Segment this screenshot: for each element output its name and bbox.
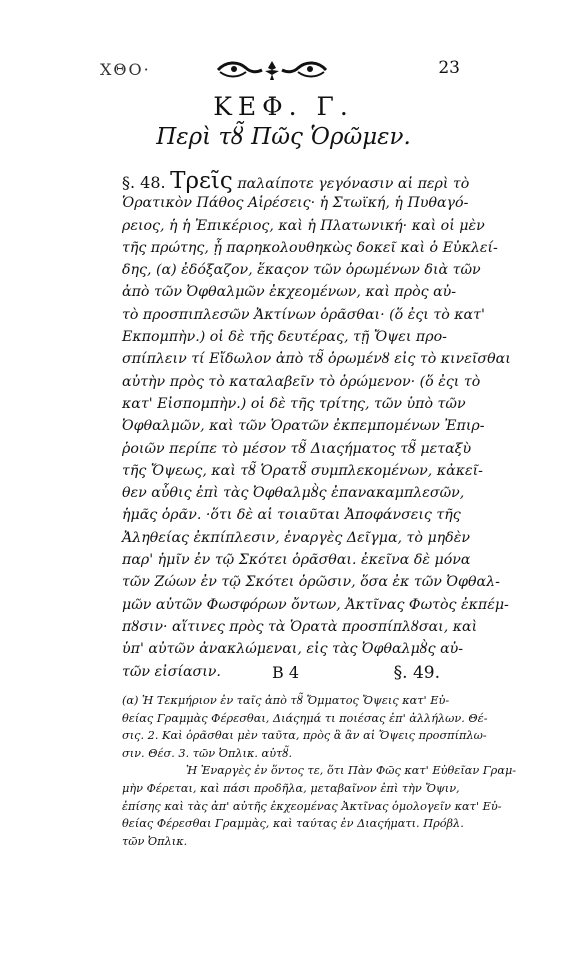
body-line: δης, (α) ἐδόξαζον, ἕκαςον τῶν ὁρωμένων διὰ τῶν [122,262,481,279]
body-line: Εκπομπὴν.) οἱ δὲ τῆς δευτέρας, τῇ Ὄψει προ- [122,329,447,346]
footnote-line: μὴν Φέρεται, καὶ πάσι προδῆλα, μεταβαῖνον ἐπὶ τὴν Ὄψιν, [122,781,460,795]
body-line: Ὁρατικὸν Πάθος Αἱρέσεις· ἡ Στωϊκή, ἡ Πυθαγό- [122,195,469,212]
footnote-line: σις. 2. Καὶ ὁρᾶσθαι μὲν ταῦτα, πρὸς ἃ ἂν αἱ Ὄψεις προσπίπλω- [122,729,487,743]
ornament-icon [212,58,332,82]
footnote-line: τῶν Ὀπλικ. [122,834,188,848]
footnote-line: σιν. Θέσ. 3. τῶν Ὀπλικ. αὐτȣ̃. [122,746,293,760]
running-head [100,58,500,84]
body-line: σπίπλειν τί Εἴδωλον ἀπὸ τȣ̃ ὁρωμένȣ εἰς τὸ κινεῖσθαι [122,351,511,368]
body-line: τῶν εἰσίασιν. [122,663,221,680]
body-line: κατ' Εἰσπομπὴν.) οἱ δὲ τῆς τρίτης, τῶν ὑπὸ τῶν [122,395,466,412]
footnotes [122,692,517,850]
running-head-left-text: ΧΘΟ· [100,60,151,79]
footnote-line: ἐπίσης καὶ τὰς ἀπ' αὐτῆς ἐκχεομένας Ἀκτῖνας ὁμολογεῖν κατ' Εὐ- [122,799,502,813]
body-line: αὐτὴν πρὸς τὸ καταλαβεῖν τὸ ὁρώμενον· (ὅ ἐςι τὸ [122,373,481,390]
body-line: ρειος, ἡ ἡ Ἐπικέριος, καὶ ἡ Πλατωνική· καὶ οἱ μὲν [122,217,485,234]
footnote-line: Ἡ Ἐναργὲς ἐν ὅντος τε, ὅτι Πὰν Φῶς κατ' Εὐθεῖαν Γραμ- [186,764,517,778]
chapter-title: Περὶ τȣ̃ Πῶς Ὁρῶμεν. [156,124,411,150]
body-line: θεν αὖθις ἐπὶ τὰς Ὀφθαλμȣ̀ς ἐπανακαμπλεσῶν, [122,485,465,502]
chapter-heading: ΚΕΦ. Γ. [213,92,354,121]
section-label: §. 48. [122,173,166,192]
catchword: §. 49. [393,663,440,683]
footnote-line: (α) Ἡ Τεκμήριον ἐν ταῖς ἀπὸ τȣ̃ Ὄμματος Ὄψεις κατ' Εὐ- [122,694,450,707]
body-line: πȣσιν· αἵτινες πρὸς τὰ Ὁρατὰ προσπίπλȣσαι, καὶ [122,618,478,635]
footnote-line: θείας Γραμμὰς Φέρεσθαι, Διάςημά τι ποιέσας ἐπ' ἀλλήλων. Θέ- [122,711,488,725]
body-line: τῶν Ζώων ἐν τῷ Σκότει ὁρῶσιν, ὅσα ἐκ τῶν Ὀφθαλ- [122,574,500,591]
body-text [122,168,511,683]
body-line: ὑπ' αὐτῶν ἀνακλώμεναι, εἰς τὰς Ὀφθαλμȣ̀ς αὐ- [122,641,464,658]
signature-row [122,663,440,687]
body-line: Ὀφθαλμῶν, καὶ τῶν Ὁρατῶν ἐκπεμπομένων Ἐπιρ- [122,418,485,435]
body-line: τῆς Ὄψεως, καὶ τȣ̃ Ὁρατȣ̃ συμπλεκομένων, κἀκεῖ- [122,462,483,479]
body-line: παρ' ἡμῖν ἐν τῷ Σκότει ὁρᾶσθαι. ἐκεῖνα δὲ μόνα [122,552,471,569]
body-line: ἀπὸ τῶν Ὀφθαλμῶν ἐκχεομένων, καὶ πρὸς αὐ- [122,284,457,301]
body-line: τῆς πρώτης, ᾗ παρηκολουθηκὼς δοκεῖ καὶ ὁ Εὐκλεί- [122,239,498,256]
drop-word: Τρεῖς [170,168,233,194]
body-line: Ἀληθείας ἐκπίπλεσιν, ἐναργὲς Δεῖγμα, τὸ μηδὲν [122,529,470,546]
body-line: μῶν αὐτῶν Φωσφόρων ὄντων, Ἀκτῖνας Φωτὸς ἐκπέμ- [122,596,509,613]
body-line: ἡμᾶς ὁρᾶν. ·ὅτι δὲ αἱ τοιαῦται Ἀποφάνσεις τῆς [122,507,461,524]
body-line: ῥοιῶν περίπε τὸ μέσον τȣ̃ Διαςήματος τȣ̃ μεταξὺ [122,440,472,457]
body-line: τὸ προσπιπλεσῶν Ἀκτίνων ὁρᾶσθαι· (ὅ ἐςι τὸ κατ' [122,306,485,323]
page-number: 23 [438,58,460,78]
footnote-line: θείας Φέρεσθαι Γραμμὰς, καὶ ταύτας ἐν Διαςήματι. Πρόβλ. [122,817,464,831]
body-line [122,168,470,194]
body-line-text: παλαίποτε γεγόνασιν αἱ περὶ τὸ [237,176,470,192]
signature-mark: B 4 [272,663,300,682]
